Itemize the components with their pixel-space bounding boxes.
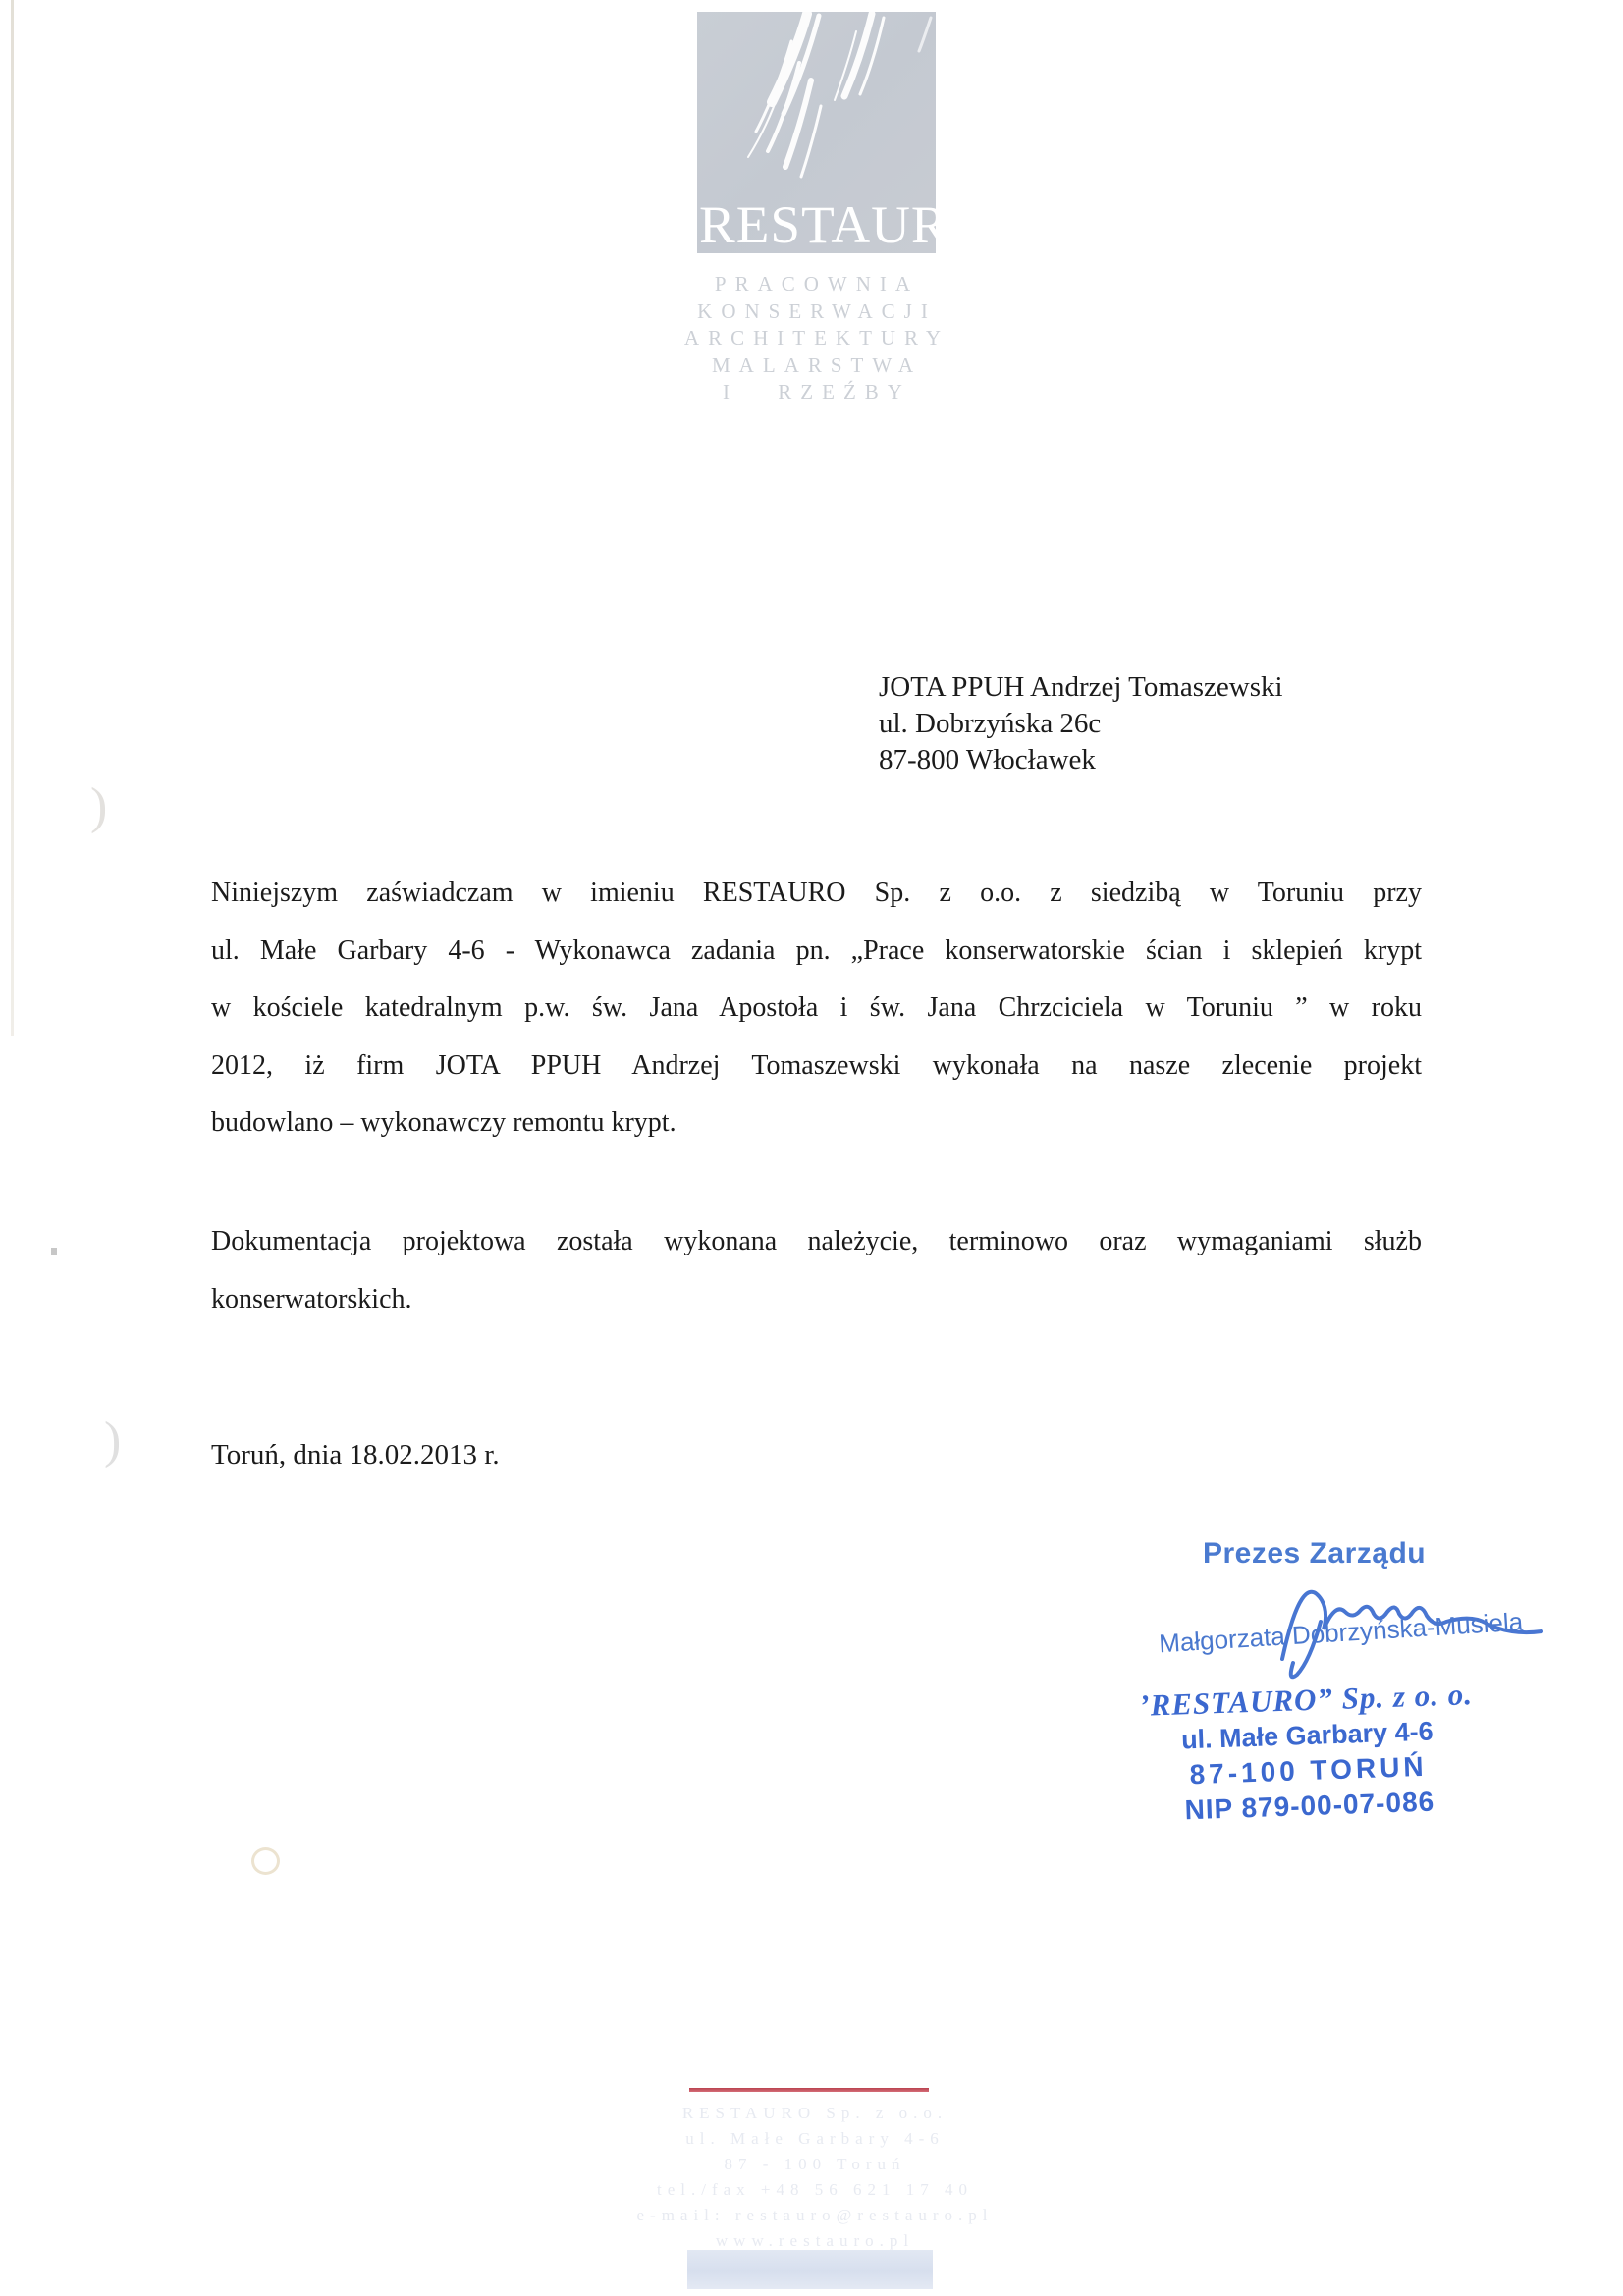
footer-bar-artifact xyxy=(687,2250,933,2289)
recipient-city: 87-800 Włocławek xyxy=(879,744,1096,775)
footer-line: tel./fax +48 56 621 17 40 xyxy=(656,2180,973,2199)
footer-line: 87 - 100 Toruń xyxy=(724,2155,906,2173)
footer-line: RESTAURO Sp. z o.o. xyxy=(681,2104,948,2122)
scan-speck-artifact xyxy=(51,1248,57,1255)
restauro-wordmark: RESTAURO xyxy=(699,195,989,254)
body-line: budowlano – wykonawczy remontu krypt. xyxy=(211,1107,676,1138)
place-and-date: Toruń, dnia 18.02.2013 r. xyxy=(211,1439,500,1470)
signatory-title: Prezes Zarządu xyxy=(1203,1537,1427,1570)
footer-line: e-mail: restauro@restauro.pl xyxy=(636,2206,994,2224)
logo-subtitle-line: PRACOWNIA xyxy=(714,272,920,295)
body-line: konserwatorskich. xyxy=(211,1283,412,1314)
footer-letterhead xyxy=(491,2101,1139,2254)
footer-line: ul. Małe Garbary 4-6 xyxy=(685,2129,945,2148)
logo-subtitle-line: ARCHITEKTURY xyxy=(683,326,950,349)
body-line: 2012, iż firm JOTA PPUH Andrzej Tomaszewski wykonała na nasze zlecenie projekt xyxy=(211,1049,1422,1081)
body-line: w kościele katedralnym p.w. św. Jana Apostoła i św. Jana Chrzciciela w Toruniu ” w roku xyxy=(211,992,1422,1023)
logo-subtitle-line: I RZEŹBY xyxy=(723,380,911,403)
recipient-street: ul. Dobrzyńska 26c xyxy=(879,708,1102,739)
body-paragraph-1 xyxy=(211,865,1422,1152)
footer-red-rule xyxy=(689,2088,929,2092)
stamp-company-name: ’RESTAURO” Sp. z o. o. xyxy=(1138,1677,1474,1723)
footer-line: www.restauro.pl xyxy=(715,2231,915,2250)
logo-subtitle-line: MALARSTWA xyxy=(711,352,922,377)
body-line: Niniejszym zaświadczam w imieniu RESTAURO Sp. z o.o. z siedzibą w Toruniu przy xyxy=(211,878,1422,908)
scan-mark-artifact: ) xyxy=(90,778,108,834)
recipient-name: JOTA PPUH Andrzej Tomaszewski xyxy=(879,671,1283,703)
scan-circle-artifact xyxy=(251,1847,280,1875)
logo-subtitle-line: KONSERWACJI xyxy=(697,298,937,323)
stamp-street: ul. Małe Garbary 4-6 xyxy=(1180,1716,1434,1755)
logo-subtitle xyxy=(683,271,950,406)
company-stamp xyxy=(1139,1677,1478,1830)
scan-mark-artifact: ) xyxy=(104,1413,122,1468)
body-paragraph-2 xyxy=(211,1213,1422,1328)
stamp-nip: NIP 879-00-07-086 xyxy=(1184,1786,1435,1826)
signatory-name: Małgorzata Dobrzyńska-Musiela xyxy=(1158,1606,1524,1659)
body-line: ul. Małe Garbary 4-6 - Wykonawca zadania pn. „Prace konserwatorskie ścian i sklepień krypt xyxy=(211,934,1422,966)
stamp-city: 87-100 TORUŃ xyxy=(1189,1750,1429,1790)
recipient-address xyxy=(879,669,1283,778)
body-line: Dokumentacja projektowa została wykonana należycie, terminowo oraz wymaganiami służb xyxy=(211,1226,1422,1256)
scan-edge-artifact xyxy=(11,0,14,1036)
